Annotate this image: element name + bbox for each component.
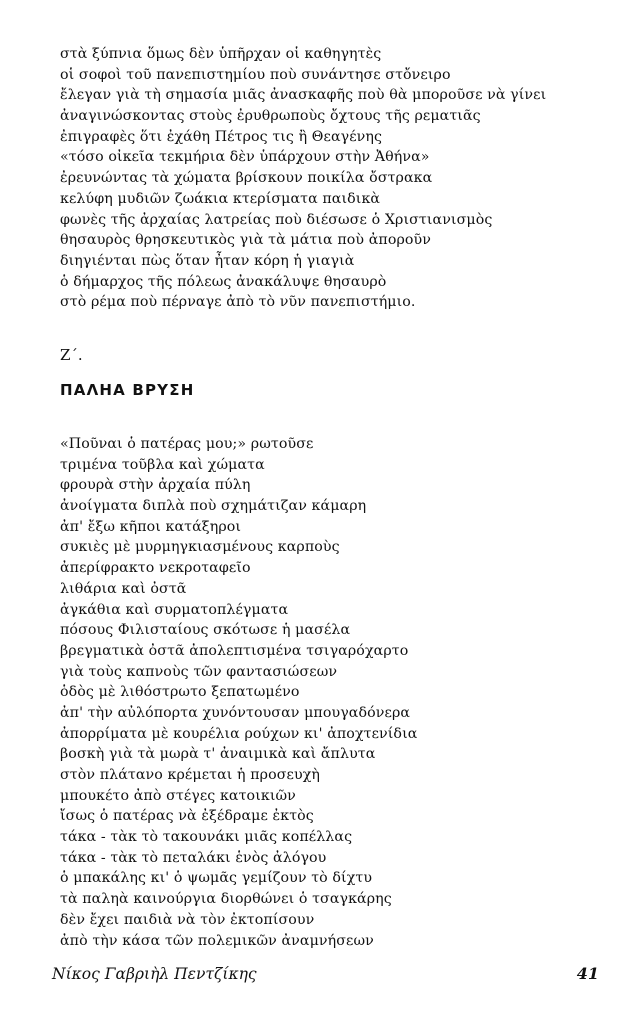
verse-line: ἀπ' τὴν αὐλόπορτα χυνόντουσαν μπουγαδόνερα	[60, 704, 411, 721]
verse-line: στὸ ρέμα ποὺ πέρναγε ἀπὸ τὸ νῦν πανεπιστήμιο.	[60, 294, 416, 311]
verse-line: στὰ ξύπνια ὅμως δὲν ὑπῆρχαν οἱ καθηγητὲς	[60, 46, 382, 62]
poem-title: ΠΑΛΗΑ ΒΡΥΣΗ	[60, 381, 195, 399]
verse-line: πόσους Φιλισταίους σκότωσε ἡ μασέλα	[60, 622, 351, 639]
footer-author: Νίκος Γαβριὴλ Πεντζίκης	[52, 965, 257, 983]
verse-line: «Ποῦναι ὁ πατέρας μου;» ρωτοῦσε	[60, 436, 314, 452]
verse-line: τὰ παληὰ καινούργια διορθώνει ὁ τσαγκάρης	[60, 891, 392, 908]
verse-line: ὁδὸς μὲ λιθόστρωτο ξεπατωμένο	[60, 684, 300, 701]
verse-line: δὲν ἔχει παιδιὰ νὰ τὸν ἐκτοπίσουν	[60, 911, 315, 928]
verse-line: ὁ μπακάλης κι' ὁ ψωμᾶς γεμίζουν τὸ δίχτυ	[60, 870, 373, 887]
verse-line: ἐρευνώντας τὰ χώματα βρίσκουν ποικίλα ὄστρακα	[60, 170, 433, 187]
section-marker: Ζ΄.	[60, 346, 83, 364]
verse-line: τάκα - τὰκ τὸ τακουνάκι μιᾶς κοπέλλας	[60, 829, 353, 846]
verse-line: ἐπιγραφὲς ὅτι ἐχάθη Πέτρος τις ἢ Θεαγένης	[60, 128, 383, 145]
verse-line: ἀναγινώσκοντας στοὺς ἐρυθρωποὺς ὄχτους τῆς ρεματιᾶς	[60, 108, 481, 125]
verse-line: οἱ σοφοὶ τοῦ πανεπιστημίου ποὺ συνάντησε στὄνειρο	[60, 66, 451, 83]
top-stanza	[60, 44, 600, 313]
page-number: 41	[576, 964, 599, 983]
verse-line: «τόσο οἰκεῖα τεκμήρια δὲν ὑπάρχουν στὴν Ἀθήνα»	[60, 149, 430, 166]
verse-line: βοσκὴ γιὰ τὰ μωρὰ τ' ἀναιμικὰ καὶ ἄπλυτα	[60, 746, 376, 763]
verse-line: ἀπορρίματα μὲ κουρέλια ρούχων κι' ἀποχτενίδια	[60, 725, 418, 742]
verse-line: ἔλεγαν γιὰ τὴ σημασία μιᾶς ἀνασκαφῆς ποὺ θὰ μποροῦσε νὰ γίνει	[60, 87, 547, 104]
verse-line: λιθάρια καὶ ὀστᾶ	[60, 580, 187, 597]
verse-line: τάκα - τὰκ τὸ πεταλάκι ἑνὸς ἀλόγου	[60, 849, 327, 866]
verse-line: ἀνοίγματα διπλὰ ποὺ σχημάτιζαν κάμαρη	[60, 498, 367, 515]
verse-line: ἀπὸ τὴν κάσα τῶν πολεμικῶν ἀναμνήσεων	[60, 932, 374, 949]
verse-line: ἀπ' ἔξω κῆποι κατάξηροι	[60, 518, 242, 535]
verse-line: φωνὲς τῆς ἀρχαίας λατρείας ποὺ διέσωσε ὁ Χριστιανισμὸς	[60, 211, 493, 228]
verse-line: συκιὲς μὲ μυρμηγκιασμένους καρποὺς	[60, 539, 340, 556]
verse-line: στὸν πλάτανο κρέμεται ἡ προσευχὴ	[60, 767, 321, 783]
verse-line: βρεγματικὰ ὀστᾶ ἀπολεπτισμένα τσιγαρόχαρτο	[60, 642, 409, 659]
verse-line: κελύφη μυδιῶν ζωάκια κτερίσματα παιδικὰ	[60, 190, 381, 207]
poem-body	[60, 434, 600, 951]
verse-line: διηγιένται πὼς ὅταν ἦταν κόρη ἡ γιαγιὰ	[60, 252, 355, 269]
verse-line: γιὰ τοὺς καπνοὺς τῶν φαντασιώσεων	[60, 663, 338, 680]
verse-line: φρουρὰ στὴν ἀρχαία πύλη	[60, 477, 251, 494]
verse-line: μπουκέτο ἀπὸ στέγες κατοικιῶν	[60, 787, 296, 804]
verse-line: ἀγκάθια καὶ συρματοπλέγματα	[60, 601, 289, 618]
verse-line: ἴσως ὁ πατέρας νὰ ἐξέδραμε ἐκτὸς	[60, 808, 314, 825]
verse-line: ὁ δήμαρχος τῆς πόλεως ἀνακάλυψε θησαυρὸ	[60, 273, 387, 290]
verse-line: τριμένα τοῦβλα καὶ χώματα	[60, 456, 265, 473]
verse-line: θησαυρὸς θρησκευτικὸς γιὰ τὰ μάτια ποὺ ἀποροῦν	[60, 232, 432, 249]
verse-line: ἀπερίφρακτο νεκροταφεῖο	[60, 560, 251, 577]
